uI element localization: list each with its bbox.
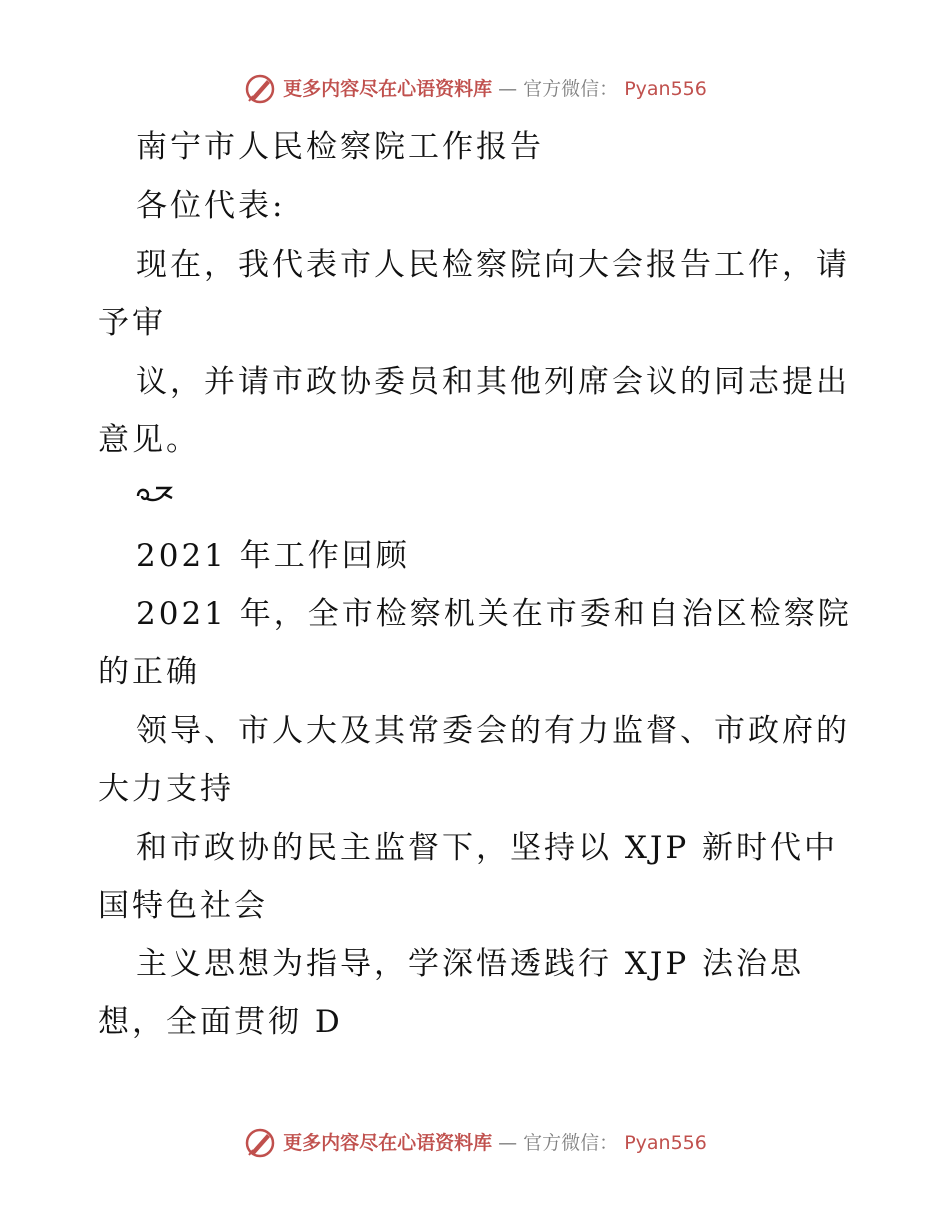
watermark-brand-text: 更多内容尽在心语资料库 (283, 78, 493, 100)
paragraph-line: 意见。 (98, 422, 200, 458)
paragraph-line: 领导、市人大及其常委会的有力监督、市政府的 (136, 713, 850, 749)
paragraph-line: 现在，我代表市人民检察院向大会报告工作，请 (136, 247, 850, 283)
paragraph-line: 予审 (98, 305, 166, 341)
watermark-label: 官方微信： (523, 1132, 619, 1154)
watermark-dash: — (498, 78, 518, 100)
watermark-brand-text: 更多内容尽在心语资料库 (283, 1132, 493, 1154)
paragraph-line: 想，全面贯彻 D (98, 1004, 343, 1040)
paragraph-line: 国特色社会 (98, 888, 268, 924)
paragraph-line: 议，并请市政协委员和其他列席会议的同志提出 (136, 364, 850, 400)
watermark-dash: — (498, 1132, 518, 1154)
footer-watermark (0, 1126, 950, 1160)
quill-logo-icon (243, 1126, 277, 1160)
section-heading: 2021 年工作回顾 (136, 538, 410, 574)
document-title: 南宁市人民检察院工作报告 (136, 129, 544, 165)
paragraph-line: 和市政协的民主监督下，坚持以 XJP 新时代中 (136, 830, 839, 866)
paragraph-line: 大力支持 (98, 771, 234, 807)
watermark-label: 官方微信： (523, 78, 619, 100)
paragraph-line: 2021 年，全市检察机关在市委和自治区检察院 (136, 596, 852, 632)
paragraph-line: 主义思想为指导，学深悟透践行 XJP 法治思 (136, 946, 805, 982)
watermark-id: Pyan556 (624, 1132, 707, 1154)
salutation: 各位代表: (136, 188, 286, 224)
scroll-ornament-icon (134, 478, 176, 508)
watermark-id: Pyan556 (624, 78, 707, 100)
paragraph-line: 的正确 (98, 654, 200, 690)
